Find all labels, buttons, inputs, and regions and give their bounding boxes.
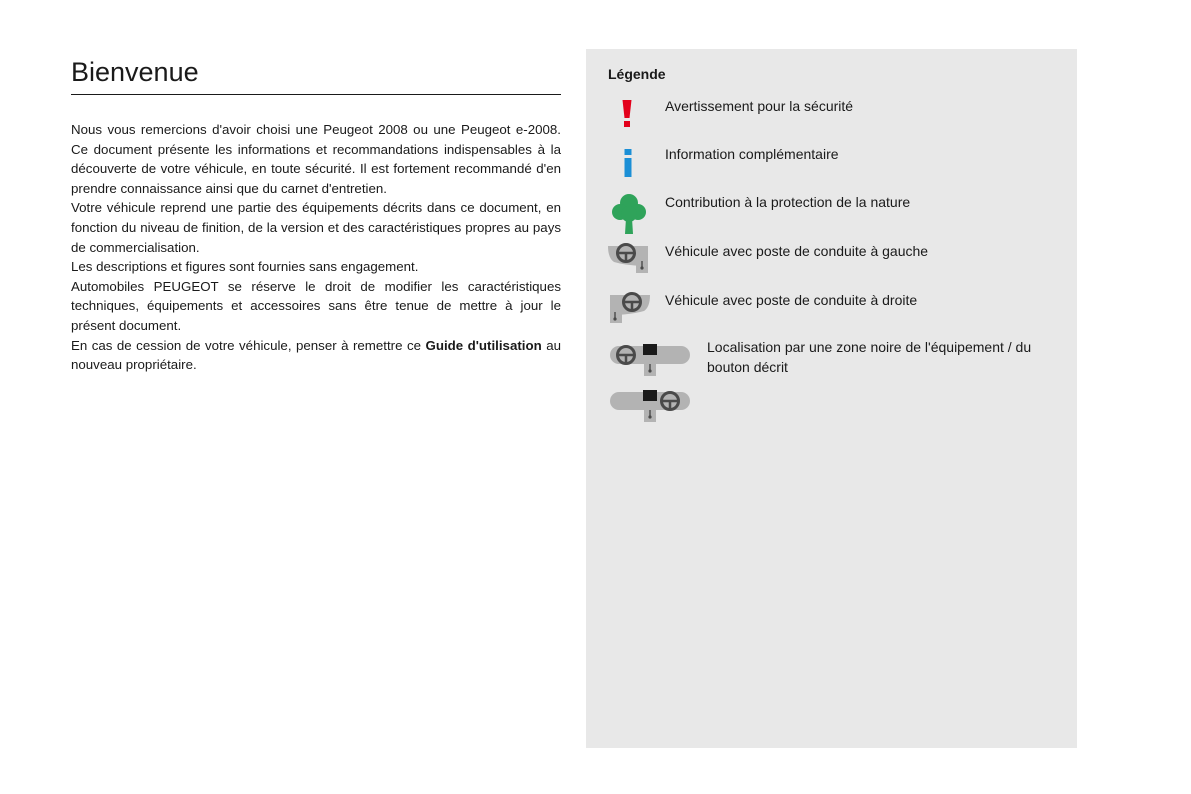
right-hand-drive-icon (608, 291, 650, 330)
warning-exclamation-icon (622, 100, 632, 133)
legend-panel (586, 49, 1077, 748)
paragraph-disclaimer: Les descriptions et figures sont fournies sans engagement. (71, 259, 419, 275)
legend-text-nature: Contribution à la protection de la nature (665, 194, 911, 210)
equipment-location-lhd-icon (610, 342, 690, 383)
left-hand-drive-icon (608, 242, 650, 279)
paragraph-equipment: Votre véhicule reprend une partie des équipements décrits dans ce document, en fonction du niveau de finition, de la version et des caractéristiques propres au pays de commercialisation. (71, 200, 561, 255)
legend-text-right-hand-drive: Véhicule avec poste de conduite à droite (665, 292, 918, 308)
page-title: Bienvenue (71, 52, 561, 95)
nature-tree-icon (612, 194, 646, 239)
transfer-text-before: En cas de cession de votre véhicule, penser à remettre ce (71, 337, 426, 353)
paragraph-rights: Automobiles PEUGEOT se réserve le droit de modifier les caractéristiques techniques, équipements et accessoires sans être tenue de mettre à jour le présent document. (71, 278, 561, 333)
guide-name: Guide d'utilisation (425, 337, 542, 353)
welcome-body (71, 120, 561, 375)
paragraph-thanks: Nous vous remercions d'avoir choisi une Peugeot 2008 ou une Peugeot e-2008. Ce document présente les informations et recommandations indispensables à la découverte de votre véhicule, en toute sécurité. Il est fortement recommandé d'en prendre connaissance ainsi que du carnet d'entretien. (71, 122, 561, 196)
transfer-text-after: au nouveau propriétaire. (71, 337, 561, 373)
legend-text-info: Information complémentaire (665, 146, 839, 162)
welcome-section (71, 52, 561, 375)
legend-title: Légende (608, 66, 666, 82)
equipment-location-rhd-icon (610, 388, 690, 429)
paragraph-transfer (71, 336, 561, 375)
legend-text-left-hand-drive: Véhicule avec poste de conduite à gauche (665, 243, 929, 259)
legend-text-warning: Avertissement pour la sécurité (665, 98, 854, 114)
legend-text-equipment-location: Localisation par une zone noire de l'équipement / du bouton décrit (707, 339, 1032, 375)
info-icon (623, 149, 633, 182)
